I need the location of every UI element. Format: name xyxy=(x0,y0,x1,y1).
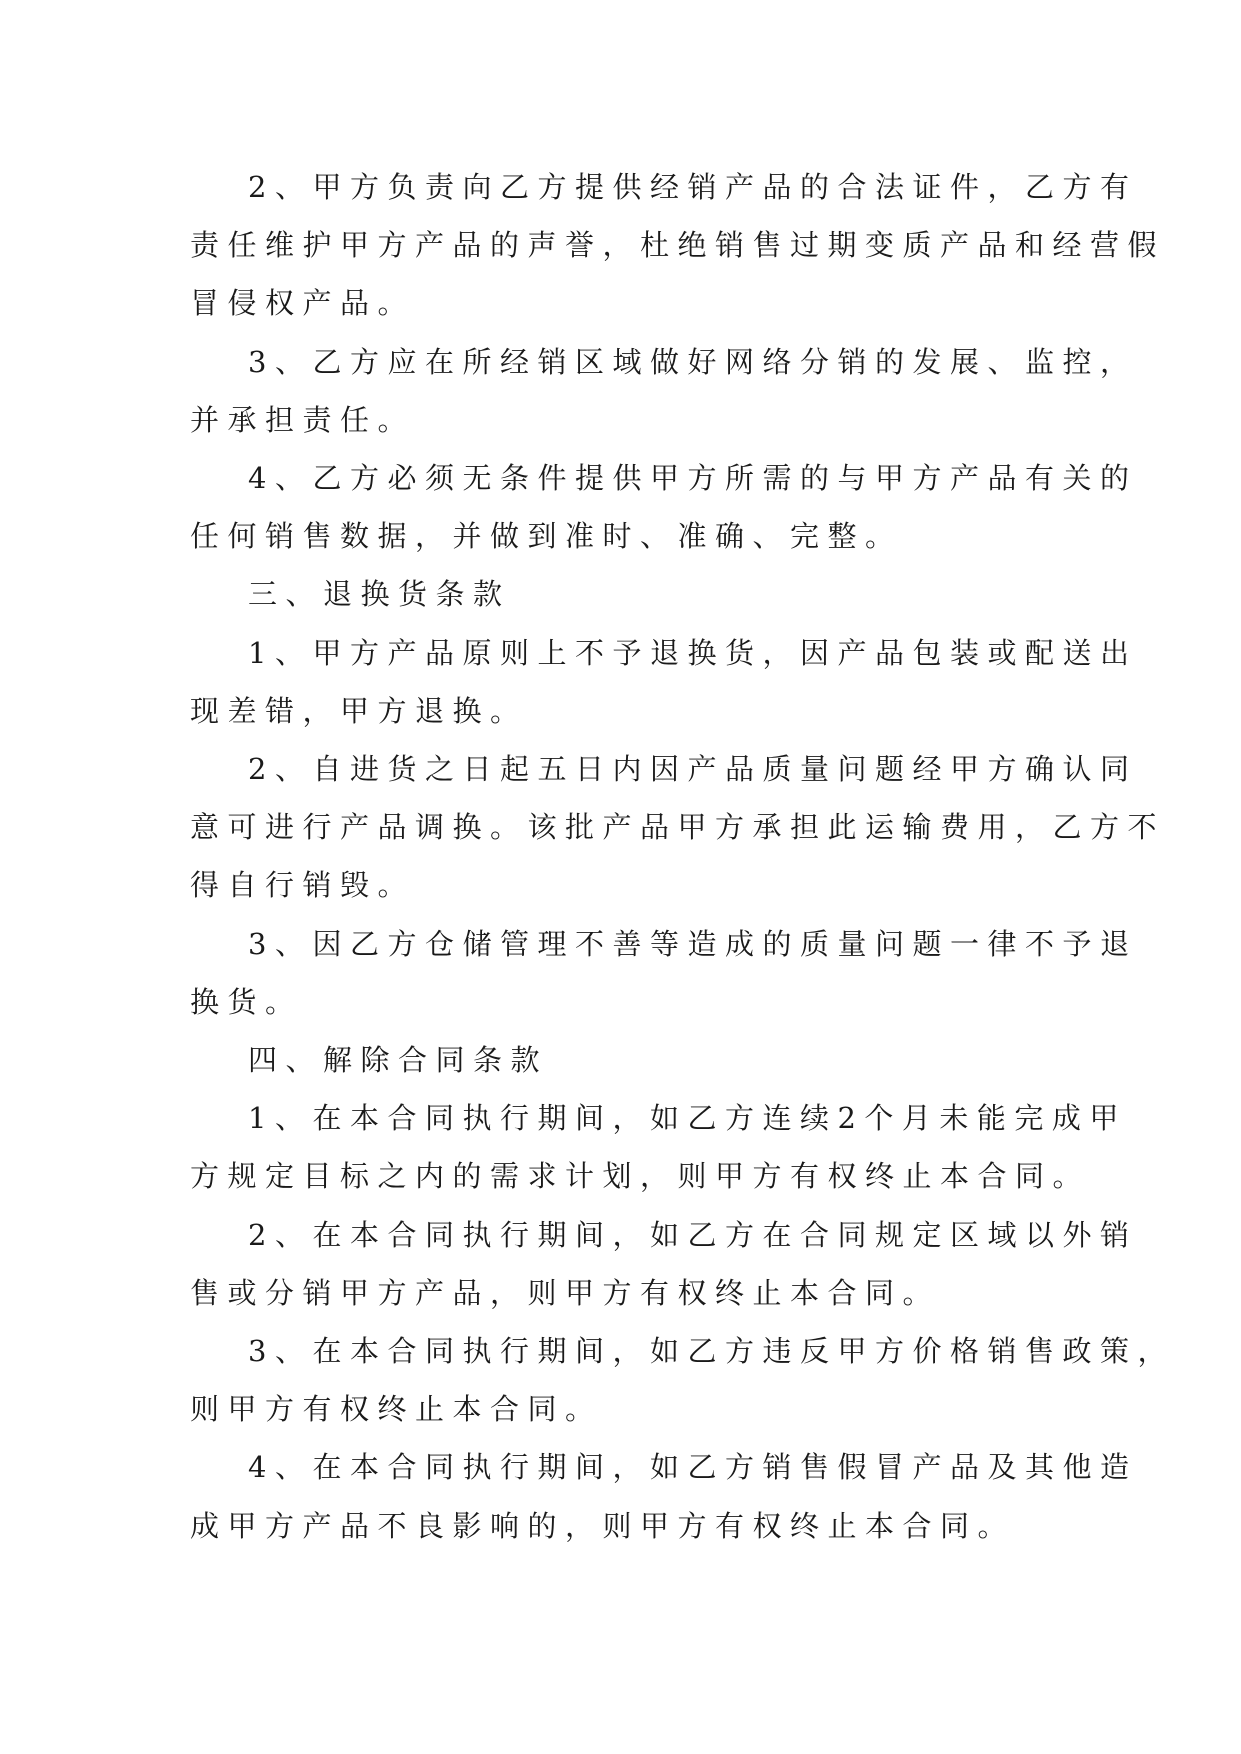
text-line: 责任维护甲方产品的声誉，杜绝销售过期变质产品和经营假 xyxy=(190,228,1166,263)
clause-4-1 xyxy=(190,1089,1127,1205)
document-body xyxy=(190,158,1175,1555)
clause-4-4 xyxy=(190,1438,1138,1554)
text-line: 并承担责任。 xyxy=(190,402,416,437)
text-line: 3、在本合同执行期间，如乙方违反甲方价格销售政策， xyxy=(248,1334,1175,1369)
text-line: 4、在本合同执行期间，如乙方销售假冒产品及其他造 xyxy=(248,1450,1138,1485)
clause-2-2 xyxy=(190,158,1166,333)
text-line: 得自行销毁。 xyxy=(190,868,416,903)
text-line: 售或分销甲方产品，则甲方有权终止本合同。 xyxy=(190,1275,941,1310)
text-line: 2、在本合同执行期间，如乙方在合同规定区域以外销 xyxy=(248,1217,1138,1252)
text-line: 成甲方产品不良影响的，则甲方有权终止本合同。 xyxy=(190,1508,1016,1543)
text-line: 1、在本合同执行期间，如乙方连续2个月未能完成甲 xyxy=(248,1101,1127,1136)
clause-2-4 xyxy=(190,449,1138,565)
text-line: 方规定目标之内的需求计划，则甲方有权终止本合同。 xyxy=(190,1159,1091,1194)
clause-3-3 xyxy=(190,915,1138,1031)
text-line: 意可进行产品调换。该批产品甲方承担此运输费用，乙方不 xyxy=(190,810,1166,845)
clause-4-2 xyxy=(190,1206,1138,1322)
text-line: 则甲方有权终止本合同。 xyxy=(190,1392,603,1427)
text-line: 4、乙方必须无条件提供甲方所需的与甲方产品有关的 xyxy=(248,461,1138,496)
section-heading-returns xyxy=(190,565,1050,623)
text-line: 3、乙方应在所经销区域做好网络分销的发展、监控， xyxy=(248,344,1138,379)
clause-3-2 xyxy=(190,740,1166,915)
clause-4-3 xyxy=(190,1322,1175,1438)
heading-text: 三、退换货条款 xyxy=(248,577,511,612)
text-line: 1、甲方产品原则上不予退换货，因产品包装或配送出 xyxy=(248,635,1138,670)
text-line: 任何销售数据，并做到准时、准确、完整。 xyxy=(190,519,903,554)
text-line: 冒侵权产品。 xyxy=(190,286,416,321)
text-line: 现差错，甲方退换。 xyxy=(190,693,528,728)
clause-2-3 xyxy=(190,333,1138,449)
text-line: 2、甲方负责向乙方提供经销产品的合法证件，乙方有 xyxy=(248,170,1138,204)
text-line: 换货。 xyxy=(190,984,303,1019)
text-line: 2、自进货之日起五日内因产品质量问题经甲方确认同 xyxy=(248,752,1138,787)
section-heading-termination xyxy=(190,1031,1050,1089)
text-line: 3、因乙方仓储管理不善等造成的质量问题一律不予退 xyxy=(248,926,1138,961)
clause-3-1 xyxy=(190,624,1138,740)
heading-text: 四、解除合同条款 xyxy=(248,1043,549,1078)
